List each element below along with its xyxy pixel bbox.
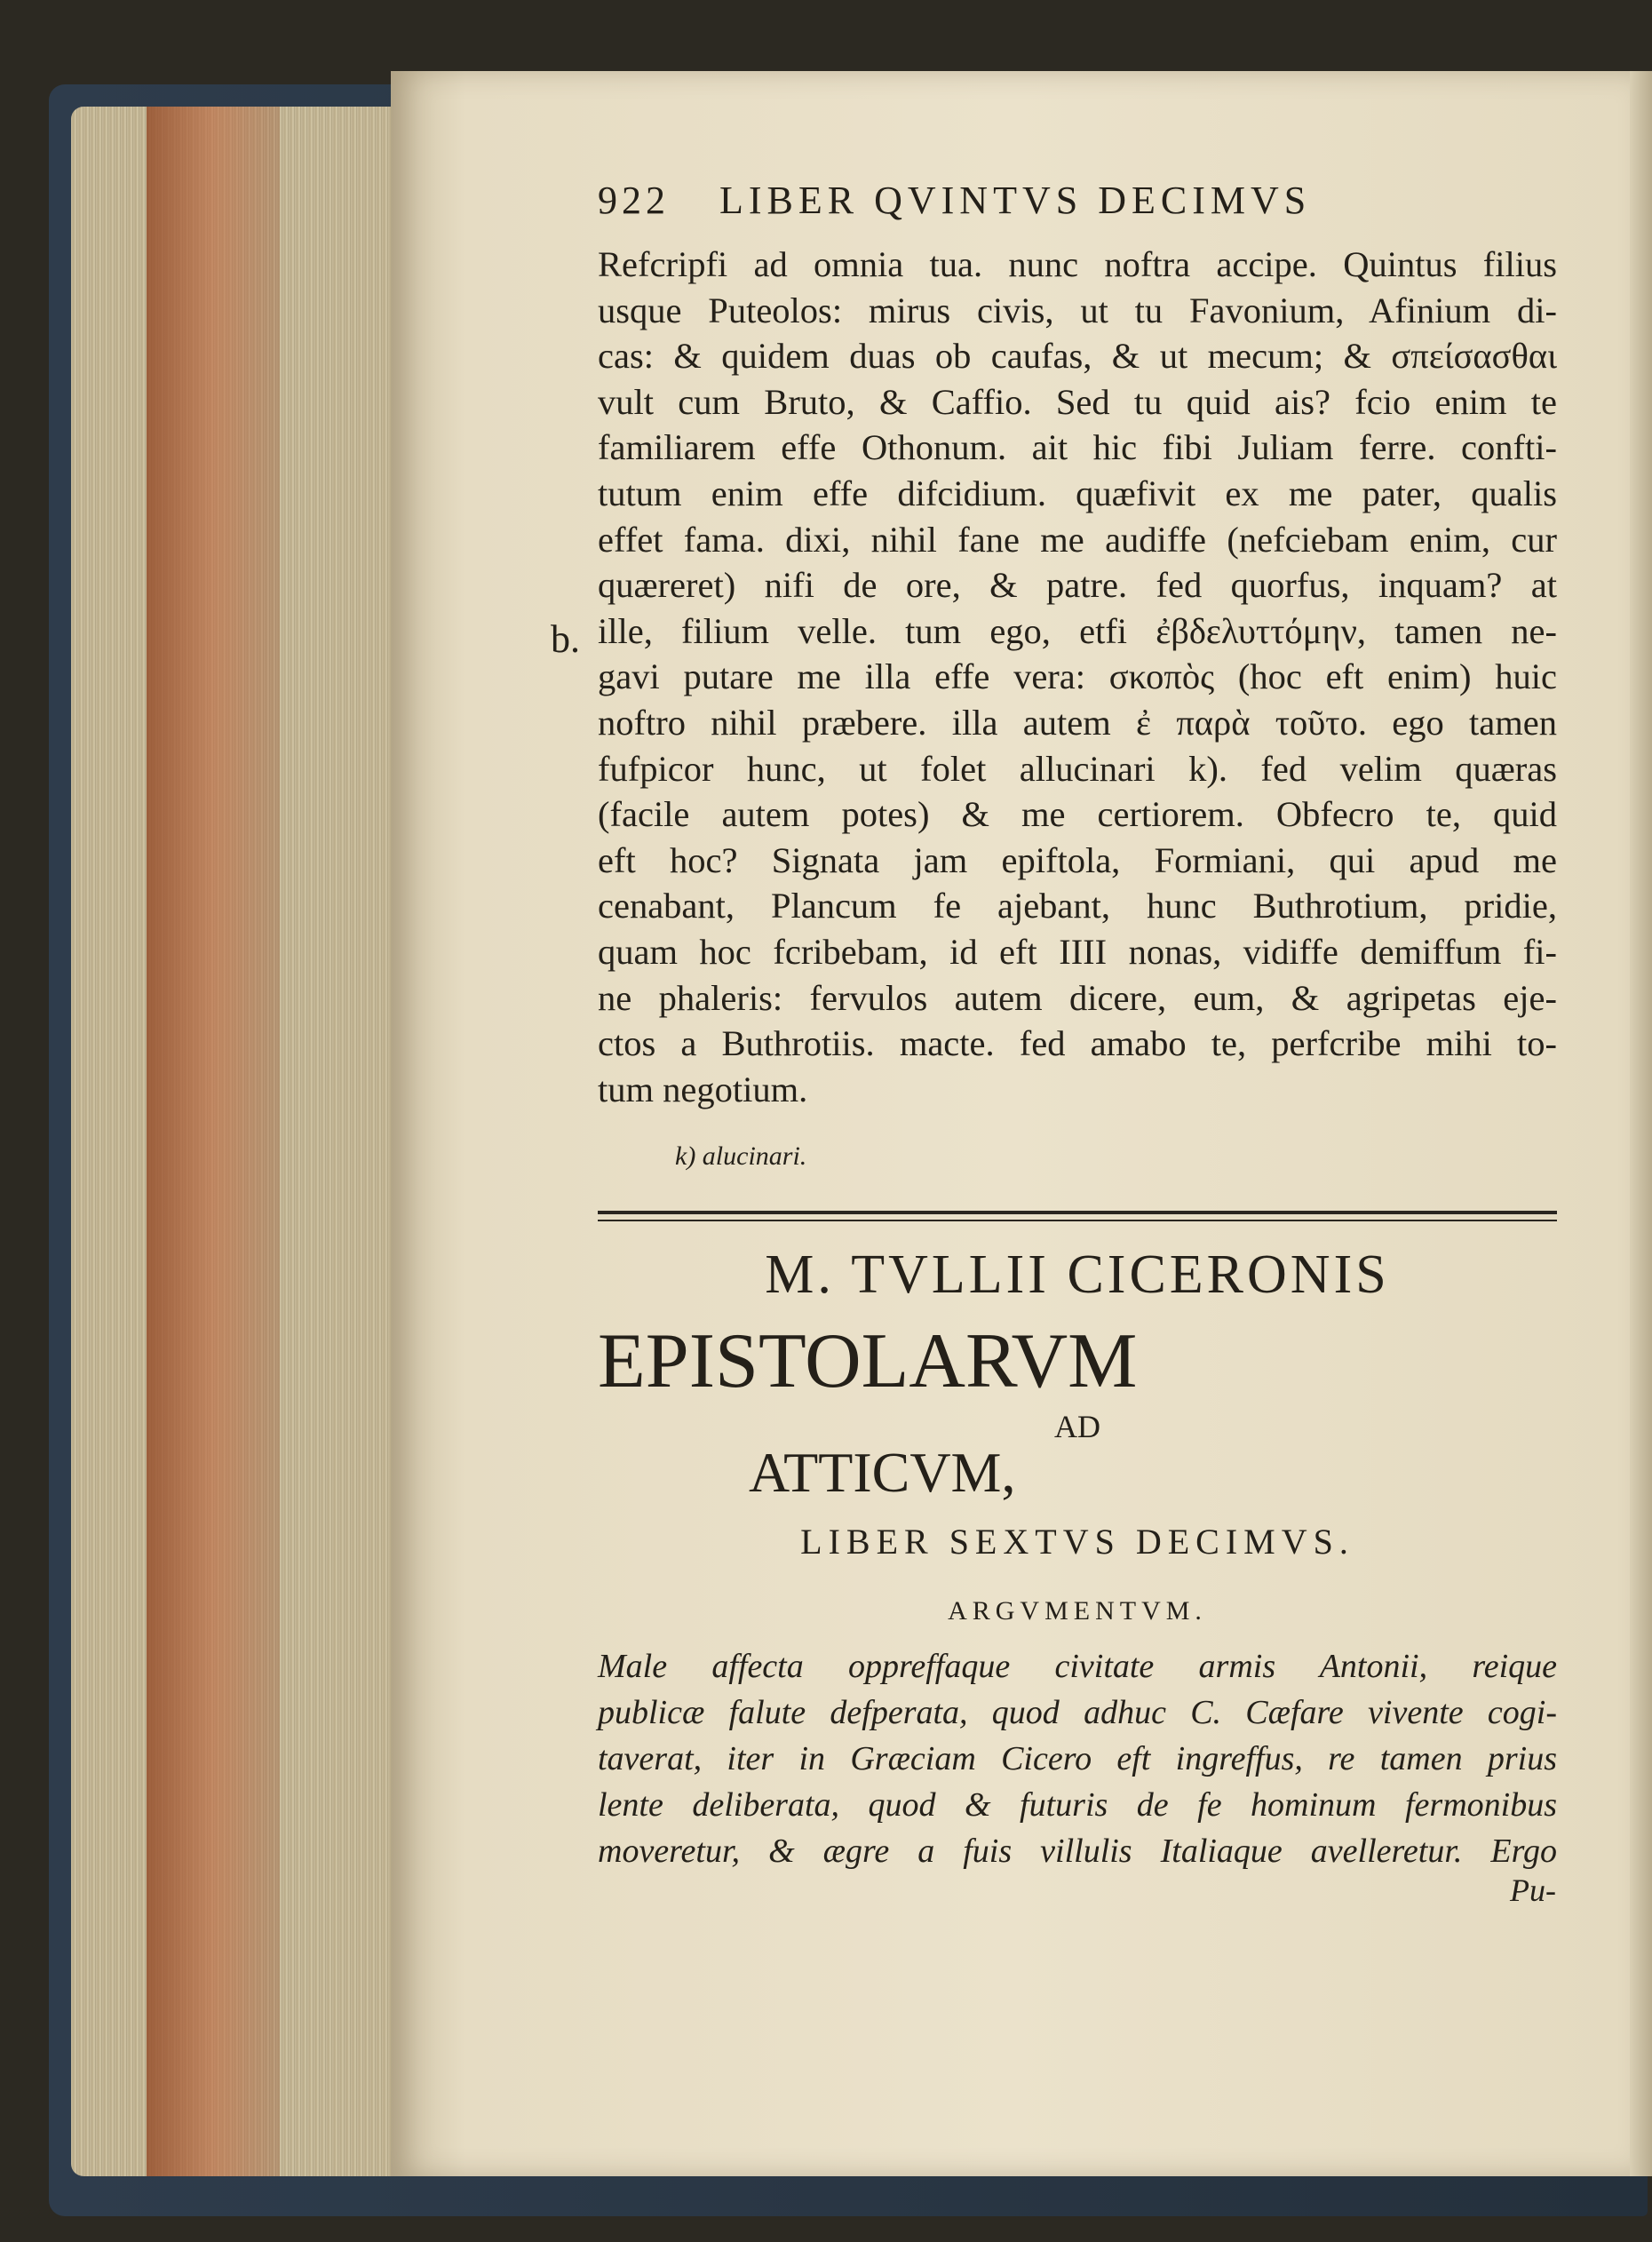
text-line: Refcripfi ad omnia tua. nunc noftra accipe. Quintus filius (598, 244, 1557, 284)
argument-heading: ARGVMENTVM. (948, 1596, 1207, 1626)
title-ad: AD (1054, 1409, 1100, 1444)
margin-letter: b. (551, 617, 580, 661)
running-head (598, 178, 1486, 231)
facing-page-edge (1630, 71, 1652, 2176)
catchword: Pu- (1510, 1872, 1556, 1908)
text-line: vult cum Bruto, & Caffio. Sed tu quid ais? fcio enim te (598, 381, 1557, 422)
argument-line: publicæ falute defperata, quod adhuc C. Cæfare vivente cogi- (598, 1694, 1557, 1731)
footnote: k) alucinari. (675, 1141, 807, 1171)
argument-text (598, 1643, 1557, 1874)
text-line: ille, filium velle. tum ego, etfi ἐβδελυττόμην, tamen ne- (598, 610, 1557, 651)
text-line: familiarem effe Othonum. ait hic fibi Juliam ferre. confti- (598, 427, 1557, 468)
letter-text (598, 242, 1557, 1112)
divider-rule (598, 1211, 1557, 1214)
page-edge-stain (147, 107, 280, 2176)
argument-line: taverat, iter in Græciam Cicero eft ingreffus, re tamen prius (598, 1740, 1557, 1777)
divider-rule-thin (598, 1220, 1557, 1221)
text-line: quam hoc fcribebam, id eft IIII nonas, vidiffe demiffum fi- (598, 931, 1557, 972)
text-line: eft hoc? Signata jam epiftola, Formiani, qui apud me (598, 839, 1557, 880)
text-line: fufpicor hunc, ut folet allucinari k). fed velim quæras (598, 748, 1557, 789)
title-main: EPISTOLARVM (598, 1318, 1138, 1404)
title-author: M. TVLLII CICERONIS (765, 1244, 1390, 1305)
title-book: LIBER SEXTVS DECIMVS. (800, 1522, 1354, 1562)
title-recipient: ATTICVM, (749, 1441, 1016, 1504)
text-line: gavi putare me illa effe vera: σκοπὸς (hoc eft enim) huic (598, 656, 1557, 697)
text-line: tutum enim effe difcidium. quæfivit ex me pater, qualis (598, 473, 1557, 513)
text-line: quæreret) nifi de ore, & patre. fed quorfus, inquam? at (598, 565, 1557, 606)
argument-line: moveretur, & ægre a fuis villulis Italiaque avelleretur. Ergo (598, 1833, 1557, 1870)
text-line: noftro nihil præbere. illa autem ἐ παρὰ τοῦτο. ego tamen (598, 702, 1557, 743)
text-line: ne phaleris: fervulos autem dicere, eum, & agripetas eje- (598, 977, 1557, 1018)
argument-line: lente deliberata, quod & futuris de fe hominum fermonibus (598, 1786, 1557, 1824)
text-line: tum negotium. (598, 1069, 808, 1109)
text-line: ctos a Buthrotiis. macte. fed amabo te, perfcribe mihi to- (598, 1023, 1557, 1064)
text-line: usque Puteolos: mirus civis, ut tu Favonium, Afinium di- (598, 290, 1557, 330)
argument-line: Male affecta oppreffaque civitate armis Antonii, reique (598, 1648, 1557, 1685)
text-line: (facile autem potes) & me certiorem. Obfecro te, quid (598, 794, 1557, 835)
text-line: cenabant, Plancum fe ajebant, hunc Buthrotium, pridie, (598, 886, 1557, 926)
running-title: LIBER QVINTVS DECIMVS (719, 179, 1312, 222)
text-line: effet fama. dixi, nihil fane me audiffe (nefciebam enim, cur (598, 519, 1557, 560)
page-number: 922 (598, 179, 670, 222)
text-line: cas: & quidem duas ob caufas, & ut mecum; & σπείσασθαι (598, 336, 1557, 377)
